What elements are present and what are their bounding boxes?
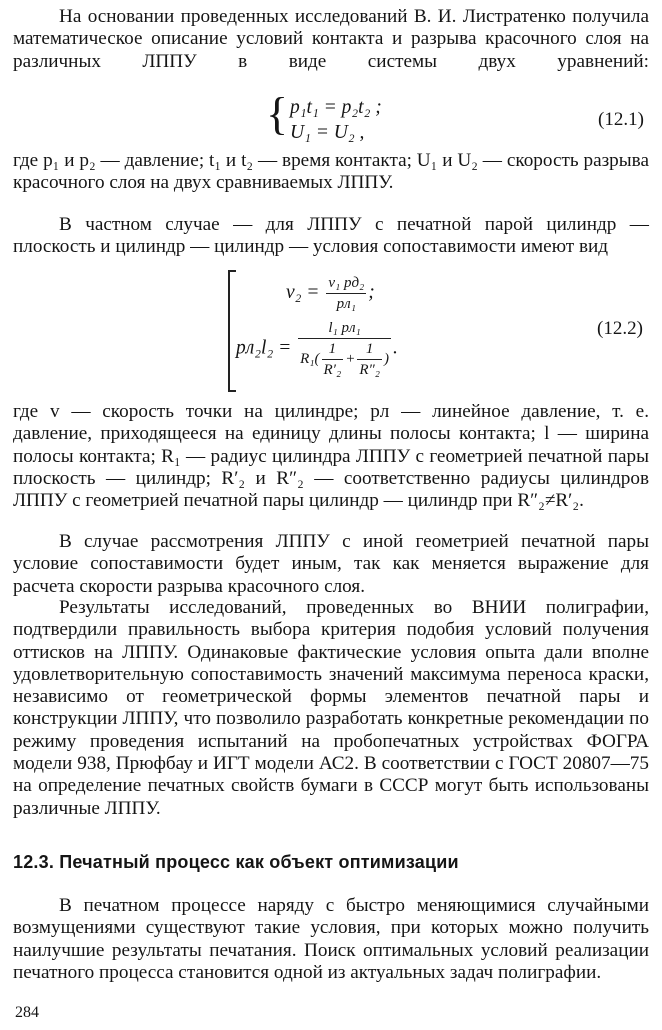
equation-bracket — [228, 270, 236, 392]
equation-12-1-line2: U₁ = U₂ , — [290, 122, 365, 143]
eq2-den-f2-den: R″₂ — [359, 362, 380, 378]
eq2-line2-numerator: l₁ pл₁ — [298, 318, 391, 339]
eq2-line1-lhs: v₂ = — [286, 281, 320, 303]
equation-brace: { — [266, 88, 289, 139]
where-paragraph-1: где p₁ и p₂ — давление; t₁ и t₂ — время контакта; U₁ и U₂ — скорость разрыва красочного слоя на двух сравниваемых ЛППУ. — [13, 150, 649, 194]
eq2-den-fraction-1 — [322, 339, 344, 380]
eq2-den-f1-den: R′₂ — [323, 362, 342, 378]
where-paragraph-2: где v — скорость точки на цилиндре; pл — линейное давление, т. е. давление, приходящееся на единицу длины полосы контакта; l — ширина полосы контакта; R₁ — радиус цилиндра ЛППУ с геометрией печатной пары плоскость — цилиндр; R′₂ и R″₂ — соответственно радиусы цилиндров ЛППУ с геометрией печатной пары цилиндр — цилиндр при R″₂≠R′₂. — [13, 401, 649, 512]
eq2-line2-fraction — [298, 318, 391, 380]
equation-number: (12.1) — [598, 109, 644, 130]
paragraph-4: Результаты исследований, проведенных во ВНИИ полиграфии, подтвердили правильность выбора критерия подобия условий получения оттисков на ЛППУ. Одинаковые фактические условия опыта дали вполне удовлетворительную сопоставимость значений максимума переноса краски, независимо от геометрической формы элементов печатной пары и конструкции ЛППУ, что позволило разработать конкретные рекомендации по режиму проведения испытаний на пробопечатных устройствах ФОГРА модели 938, Прюфбау и ИГТ модели АС2. В соответствии с ГОСТ 20807—75 на определение печатных свойств бумаги в СССР могут быть использованы различные ЛППУ. — [13, 597, 649, 819]
eq2-line1-fraction — [326, 273, 366, 314]
eq2-line1-numerator: v₁ pд₂ — [326, 273, 366, 294]
eq2-den-f2-num: 1 — [357, 339, 382, 360]
page-number: 284 — [15, 1004, 39, 1021]
equation-12-2-line1: v₂ = $\frac{\text{v₁ pд₂}}{\text{pл₁}}$ ; — [286, 275, 375, 312]
eq2-line2-denominator: R₁( $\frac{1}{\text{R′₂}}$ + $\frac{1}{\text{R″₂}}$ ) — [300, 341, 389, 378]
eq2-den-f1-num: 1 — [322, 339, 344, 360]
intro-paragraph: На основании проведенных исследований В. И. Листратенко получила математическое описание условий контакта и разрыва красочного слоя на различных ЛППУ в виде системы двух уравнений: — [13, 6, 649, 72]
eq2-den-fraction-2 — [357, 339, 382, 380]
paragraph-2: В частном случае — для ЛППУ с печатной парой цилиндр — плоскость и цилиндр — цилиндр — условия сопоставимости имеют вид — [13, 214, 649, 258]
section-heading: 12.3. Печатный процесс как объект оптимизации — [13, 852, 459, 872]
equation-number: (12.2) — [597, 318, 643, 339]
equation-12-1-line1: p₁t₁ = p₂t₂ ; — [290, 97, 382, 118]
equation-12-2-line2: pл₂l₂ = l₁ pл₁ R₁( $\frac{1}{\text{R′₂}}$ + $\frac{1}{\text{R″₂}}$ ) . — [236, 320, 398, 378]
paragraph-3: В случае рассмотрения ЛППУ с иной геометрией печатной пары условие сопоставимости будет иным, так как меняется выражение для расчета скорости разрыва красочного слоя. — [13, 531, 649, 597]
paragraph-5: В печатном процессе наряду с быстро меняющимися случайными возмущениями существуют такие условия, при которых можно получить наилучшие результаты печатания. Поиск оптимальных условий реализации печатного процесса становится одной из актуальных задач полиграфии. — [13, 895, 649, 983]
eq2-line2-lhs: pл₂l₂ = — [236, 337, 292, 359]
eq2-line1-denominator: pл₁ — [336, 296, 356, 312]
eq2-den-prefix: R₁( — [300, 350, 320, 367]
